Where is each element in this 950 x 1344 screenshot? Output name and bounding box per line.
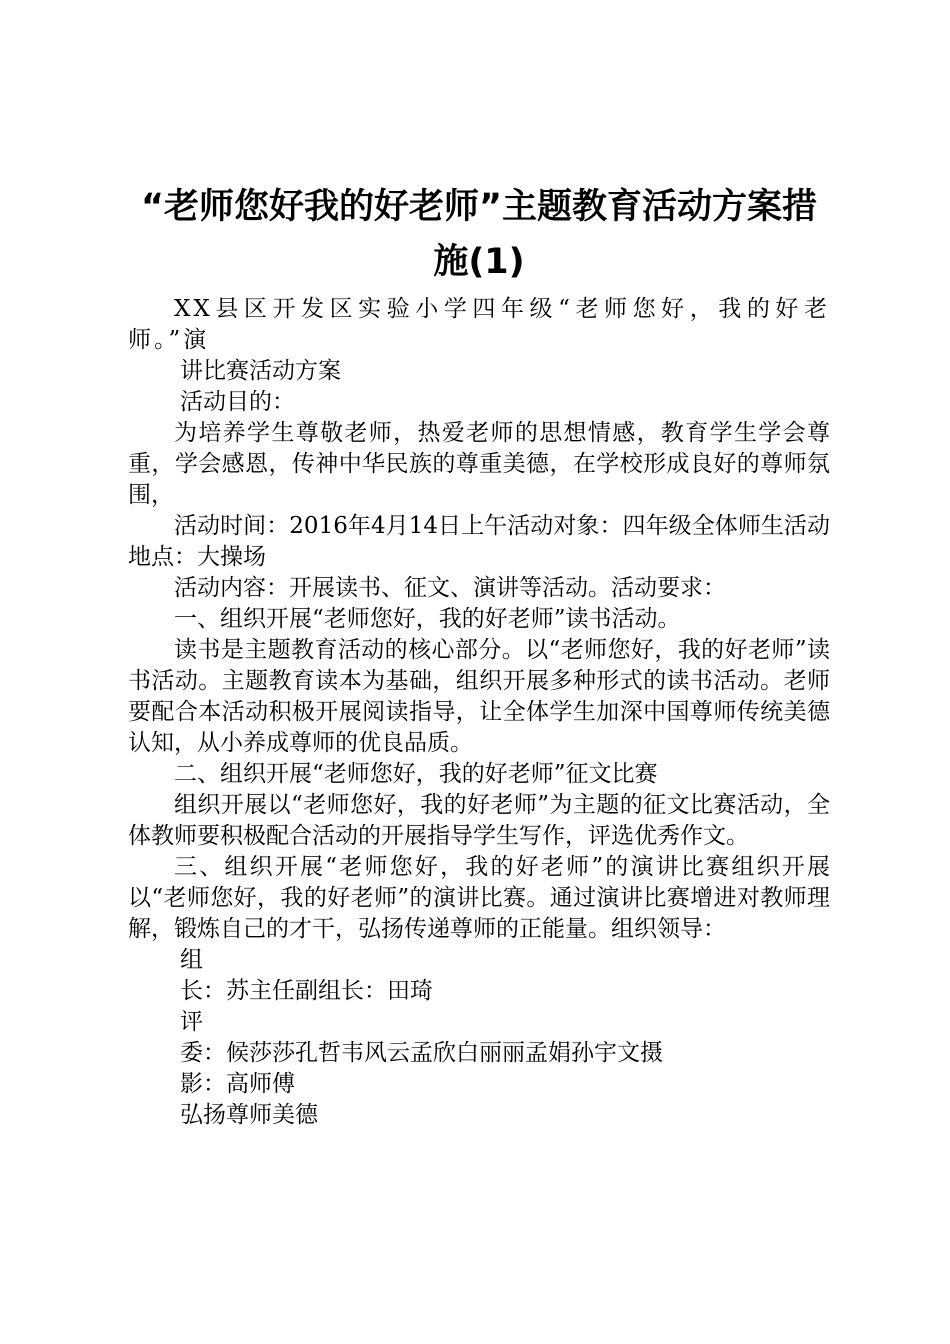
paragraph-intro: XX县区开发区实验小学四年级“老师您好，我的好老师。”演: [128, 296, 830, 353]
paragraph-time-place: 活动时间：2016年4月14日上午活动对象：四年级全体师生活动地点：大操场: [128, 513, 830, 570]
heading-purpose: 活动目的：: [180, 389, 295, 415]
line-judges-label: 评: [180, 1009, 203, 1035]
document-title: [128, 180, 830, 290]
paragraph-purpose: 为培养学生尊敬老师，热爱老师的思想情感，教育学生学会尊重，学会感恩，传神中华民族的尊重美德，在学校形成良好的尊师氛围，: [128, 420, 830, 508]
heading-essay: 二、组织开展“老师您好，我的好老师”征文比赛: [174, 761, 658, 787]
line-judges: 委：候莎莎孔哲韦风云孟欣白丽丽孟娟孙宇文摄: [180, 1040, 663, 1066]
line-leaders: 长：苏主任副组长：田琦: [180, 978, 433, 1004]
line-photography: 影：高师傅: [180, 1071, 295, 1097]
line-closing: 弘扬尊师美德: [180, 1102, 318, 1128]
paragraph-content-requirements: 活动内容：开展读书、征文、演讲等活动。活动要求：: [174, 575, 726, 601]
paragraph-speech: 三、组织开展“老师您好，我的好老师”的演讲比赛组织开展以“老师您好，我的好老师”的演讲比赛。通过演讲比赛增进对教师理解，锻炼自己的才干，弘扬传递尊师的正能量。组织领导：: [128, 854, 830, 942]
paragraph-reading: 读书是主题教育活动的核心部分。以“老师您好，我的好老师”读书活动。主题教育读本为基础，组织开展多种形式的读书活动。老师要配合本活动积极开展阅读指导，让全体学生加深中国尊师传统美德认知，从小养成尊师的优良品质。: [128, 637, 830, 756]
line-group: 组: [180, 947, 203, 973]
document-body: [128, 294, 830, 1131]
title-line-1: “老师您好我的好老师”主题教育活动方案措: [140, 187, 817, 227]
paragraph-essay: 组织开展以“老师您好，我的好老师”为主题的征文比赛活动，全体教师要积极配合活动的开展指导学生写作，评选优秀作文。: [128, 792, 830, 849]
document-page: [128, 180, 830, 1131]
heading-reading: 一、组织开展“老师您好，我的好老师”读书活动。: [174, 606, 681, 632]
paragraph-intro-cont: 讲比赛活动方案: [180, 358, 341, 384]
title-line-2: 施(1): [433, 242, 525, 282]
